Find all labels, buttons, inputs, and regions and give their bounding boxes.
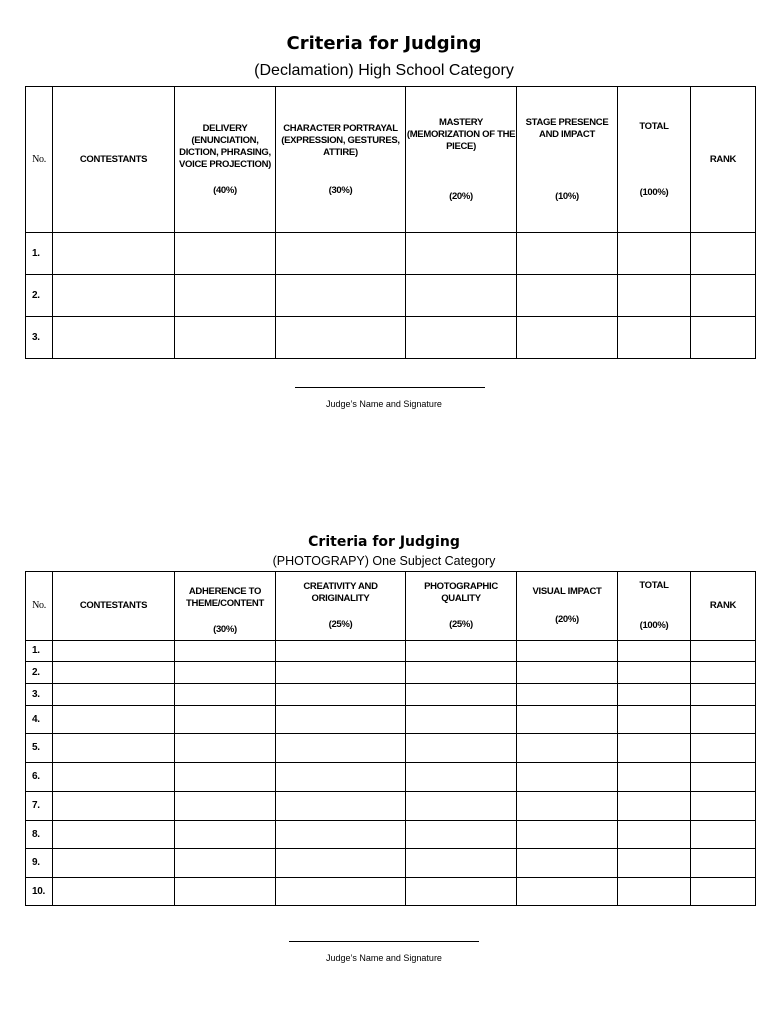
row-number: 3. <box>26 317 53 359</box>
header-visual <box>517 572 618 641</box>
section2-title: Criteria for Judging <box>308 534 460 550</box>
cell-adherence[interactable] <box>175 706 276 734</box>
row-number: 4. <box>26 706 53 734</box>
row-number: 7. <box>26 792 53 821</box>
cell-rank[interactable] <box>691 878 756 906</box>
cell-photographic[interactable] <box>406 641 517 662</box>
row-number: 9. <box>26 849 53 878</box>
cell-creativity[interactable] <box>276 641 406 662</box>
row-number: 3. <box>26 684 53 706</box>
cell-contestant[interactable] <box>53 734 175 763</box>
header-adherence-pct: (30%) <box>213 624 237 635</box>
cell-rank[interactable] <box>691 233 756 275</box>
cell-contestant[interactable] <box>53 641 175 662</box>
row-number: 6. <box>26 763 53 792</box>
cell-total[interactable] <box>618 706 691 734</box>
cell-photographic[interactable] <box>406 878 517 906</box>
header-delivery-label: DELIVERY (ENUNCIATION, DICTION, PHRASING, VOICE PROJECTION) <box>178 122 272 170</box>
table-row <box>26 662 756 684</box>
cell-total[interactable] <box>618 849 691 878</box>
header-no: No. <box>26 572 53 641</box>
row-number: 8. <box>26 821 53 849</box>
row-number: 1. <box>26 641 53 662</box>
table-row <box>26 641 756 662</box>
header-total-label: TOTAL <box>639 120 669 132</box>
header-mastery-label: MASTERY (MEMORIZATION OF THE PIECE) <box>406 116 516 152</box>
cell-contestant[interactable] <box>53 878 175 906</box>
cell-total[interactable] <box>618 641 691 662</box>
header-creativity-pct: (25%) <box>328 619 353 630</box>
cell-total[interactable] <box>618 821 691 849</box>
cell-contestant[interactable] <box>53 849 175 878</box>
cell-adherence[interactable] <box>175 849 276 878</box>
cell-creativity[interactable] <box>276 763 406 792</box>
header-mastery <box>406 87 517 233</box>
cell-visual[interactable] <box>517 706 618 734</box>
cell-visual[interactable] <box>517 821 618 849</box>
cell-adherence[interactable] <box>175 763 276 792</box>
header-total <box>618 87 691 233</box>
cell-total[interactable] <box>618 662 691 684</box>
cell-character[interactable] <box>276 275 406 317</box>
header-adherence-label: ADHERENCE TO THEME/CONTENT <box>186 586 264 609</box>
header-total <box>618 572 691 641</box>
cell-creativity[interactable] <box>276 706 406 734</box>
row-number: 2. <box>26 275 53 317</box>
cell-character[interactable] <box>276 233 406 275</box>
header-photographic-label: PHOTOGRAPHIC QUALITY <box>424 581 498 604</box>
header-total-pct: (100%) <box>639 620 669 631</box>
row-number: 5. <box>26 734 53 763</box>
section1-subtitle: (Declamation) High School Category <box>254 62 514 79</box>
header-adherence <box>175 572 276 641</box>
header-visual-label: VISUAL IMPACT <box>532 586 602 597</box>
table-row <box>26 763 756 792</box>
cell-photographic[interactable] <box>406 706 517 734</box>
cell-adherence[interactable] <box>175 734 276 763</box>
cell-visual[interactable] <box>517 878 618 906</box>
header-delivery <box>175 87 276 233</box>
cell-mastery[interactable] <box>406 233 517 275</box>
cell-adherence[interactable] <box>175 641 276 662</box>
header-visual-pct: (20%) <box>555 614 579 625</box>
header-delivery-pct: (40%) <box>213 184 237 196</box>
cell-rank[interactable] <box>691 849 756 878</box>
table-row <box>26 275 756 317</box>
cell-photographic[interactable] <box>406 734 517 763</box>
cell-photographic[interactable] <box>406 849 517 878</box>
cell-contestant[interactable] <box>53 763 175 792</box>
cell-adherence[interactable] <box>175 821 276 849</box>
header-contestants: CONTESTANTS <box>53 87 175 233</box>
cell-photographic[interactable] <box>406 662 517 684</box>
table-row <box>26 233 756 275</box>
cell-rank[interactable] <box>691 317 756 359</box>
cell-contestant[interactable] <box>53 317 175 359</box>
header-photographic-pct: (25%) <box>449 619 473 630</box>
table-row <box>26 849 756 878</box>
header-creativity <box>276 572 406 641</box>
header-no: No. <box>26 87 53 233</box>
cell-rank[interactable] <box>691 792 756 821</box>
cell-contestant[interactable] <box>53 684 175 706</box>
cell-rank[interactable] <box>691 821 756 849</box>
cell-stage[interactable] <box>517 275 618 317</box>
table-header-row <box>26 572 756 641</box>
cell-delivery[interactable] <box>175 233 276 275</box>
cell-total[interactable] <box>618 734 691 763</box>
cell-visual[interactable] <box>517 662 618 684</box>
header-creativity-label: CREATIVITY AND ORIGINALITY <box>303 581 378 604</box>
cell-creativity[interactable] <box>276 821 406 849</box>
cell-total[interactable] <box>618 763 691 792</box>
header-contestants: CONTESTANTS <box>53 572 175 641</box>
cell-visual[interactable] <box>517 849 618 878</box>
cell-rank[interactable] <box>691 763 756 792</box>
cell-creativity[interactable] <box>276 878 406 906</box>
cell-delivery[interactable] <box>175 275 276 317</box>
table-row <box>26 684 756 706</box>
cell-delivery[interactable] <box>175 317 276 359</box>
cell-visual[interactable] <box>517 763 618 792</box>
cell-stage[interactable] <box>517 317 618 359</box>
header-stage <box>517 87 618 233</box>
signature-label: Judge’s Name and Signature <box>326 953 442 963</box>
cell-stage[interactable] <box>517 233 618 275</box>
header-total-label: TOTAL <box>639 580 669 591</box>
table-row <box>26 317 756 359</box>
cell-contestant[interactable] <box>53 821 175 849</box>
declamation-criteria-table <box>25 86 756 359</box>
cell-total[interactable] <box>618 792 691 821</box>
cell-rank[interactable] <box>691 684 756 706</box>
cell-photographic[interactable] <box>406 792 517 821</box>
row-number: 10. <box>26 878 53 906</box>
cell-rank[interactable] <box>691 734 756 763</box>
row-number: 2. <box>26 662 53 684</box>
section1-title: Criteria for Judging <box>286 33 482 54</box>
cell-visual[interactable] <box>517 641 618 662</box>
cell-creativity[interactable] <box>276 734 406 763</box>
header-stage-label: STAGE PRESENCE AND IMPACT <box>525 116 609 140</box>
cell-adherence[interactable] <box>175 662 276 684</box>
table-row <box>26 706 756 734</box>
cell-creativity[interactable] <box>276 849 406 878</box>
cell-total[interactable] <box>618 275 691 317</box>
header-rank: RANK <box>691 87 756 233</box>
photography-criteria-table <box>25 571 756 906</box>
header-rank: RANK <box>691 572 756 641</box>
table-row <box>26 792 756 821</box>
cell-total[interactable] <box>618 878 691 906</box>
cell-photographic[interactable] <box>406 763 517 792</box>
cell-adherence[interactable] <box>175 684 276 706</box>
header-mastery-pct: (20%) <box>449 190 473 202</box>
header-character-label: CHARACTER PORTRAYAL (EXPRESSION, GESTURES, ATTIRE) <box>281 122 400 158</box>
table-header-row <box>26 87 756 233</box>
cell-total[interactable] <box>618 233 691 275</box>
cell-adherence[interactable] <box>175 878 276 906</box>
header-character-pct: (30%) <box>328 184 353 196</box>
cell-contestant[interactable] <box>53 792 175 821</box>
cell-visual[interactable] <box>517 684 618 706</box>
signature-line[interactable] <box>295 387 485 388</box>
cell-rank[interactable] <box>691 641 756 662</box>
cell-photographic[interactable] <box>406 821 517 849</box>
signature-line[interactable] <box>289 941 479 942</box>
table-row <box>26 878 756 906</box>
cell-mastery[interactable] <box>406 317 517 359</box>
cell-total[interactable] <box>618 684 691 706</box>
cell-total[interactable] <box>618 317 691 359</box>
table-row <box>26 734 756 763</box>
cell-visual[interactable] <box>517 734 618 763</box>
signature-label: Judge’s Name and Signature <box>326 399 442 409</box>
cell-contestant[interactable] <box>53 662 175 684</box>
cell-character[interactable] <box>276 317 406 359</box>
cell-creativity[interactable] <box>276 792 406 821</box>
cell-creativity[interactable] <box>276 684 406 706</box>
cell-rank[interactable] <box>691 706 756 734</box>
cell-creativity[interactable] <box>276 662 406 684</box>
cell-mastery[interactable] <box>406 275 517 317</box>
cell-adherence[interactable] <box>175 792 276 821</box>
cell-rank[interactable] <box>691 662 756 684</box>
cell-photographic[interactable] <box>406 684 517 706</box>
cell-contestant[interactable] <box>53 233 175 275</box>
row-number: 1. <box>26 233 53 275</box>
cell-visual[interactable] <box>517 792 618 821</box>
cell-rank[interactable] <box>691 275 756 317</box>
section2-subtitle: (PHOTOGRAPY) One Subject Category <box>272 554 496 568</box>
header-total-pct: (100%) <box>639 186 669 198</box>
cell-contestant[interactable] <box>53 706 175 734</box>
cell-contestant[interactable] <box>53 275 175 317</box>
table-row <box>26 821 756 849</box>
header-photographic <box>406 572 517 641</box>
header-character <box>276 87 406 233</box>
header-stage-pct: (10%) <box>555 190 579 202</box>
